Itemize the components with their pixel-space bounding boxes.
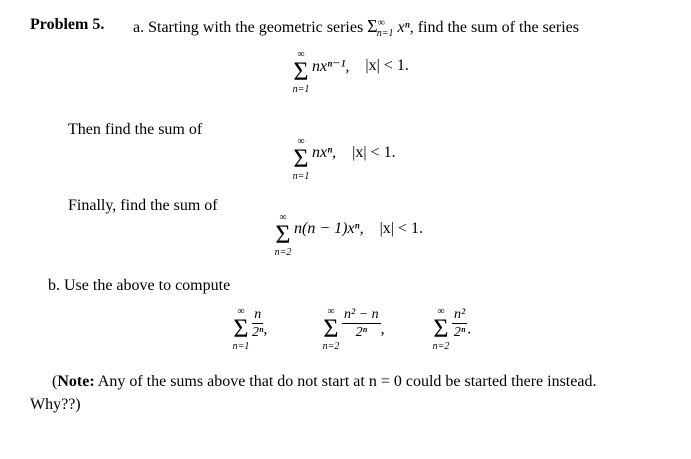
sum-upper-limit: ∞ [237,306,245,317]
sum-2-condition: |x| < 1. [352,144,396,161]
sigma-symbol: Σ [433,314,449,343]
sum-3-term: n(n − 1)xⁿ, [294,220,364,237]
fraction [342,306,381,341]
sum-3 [272,213,423,259]
sigma-symbol: Σ [293,144,309,173]
part-b-sum-3: ∞ Σ n=2 $\frac{\text{n²}}{\text{2ⁿ}}$ . [430,307,471,353]
fraction-numerator: n [252,306,263,324]
sum-1 [290,50,409,96]
sum-2-term: nxⁿ, [312,144,337,161]
sum-upper-limit: ∞ [297,136,305,147]
part-a-intro [133,16,579,39]
sigma-symbol: Σ [293,57,309,86]
fraction-denominator: 2ⁿ [252,324,264,340]
problem-label: Problem 5. [30,16,105,33]
sum-upper-limit: ∞ [297,49,305,60]
fraction-numerator: n² [454,306,466,322]
fraction [452,306,467,341]
summation [290,137,312,183]
fraction-denominator: 2ⁿ [355,324,368,340]
part-b-text: Use the above to compute [64,277,231,294]
sum-lower-limit: n=1 [292,84,310,95]
fraction [252,306,263,341]
fraction-denominator: 2ⁿ [453,324,466,340]
part-b-intro [48,277,230,295]
sum-upper-limit: ∞ [279,212,287,223]
sigma-symbol: Σ [233,314,249,343]
part-a-label: a. [133,19,145,36]
summation [290,50,312,96]
inline-sum: $\Sigma^\infty_{n=1}$ xⁿ [367,16,410,40]
sigma-symbol: Σ [323,314,339,343]
sum-lower-limit: n=2 [432,341,450,352]
note-why: Why??) [30,396,81,413]
note-text: Any of the sums above that do not start at n = 0 could be started there instead. [94,373,597,390]
part-a-text-before: Starting with the geometric series [148,19,364,36]
part-b-sum-1: ∞ Σ n=1 $\frac{n}{\text{2ⁿ}}$ , [230,307,267,353]
note: (Note: Any of the sums above that do not start at n = 0 could be started there instead. [52,373,597,390]
then-text: Then find the sum of [68,121,203,138]
fraction-numerator: n² − n [344,306,379,322]
sum-1-condition: |x| < 1. [365,57,409,74]
summation [272,213,294,259]
sum-1-term: nxⁿ⁻¹, [312,58,350,75]
sum-3-condition: |x| < 1. [379,220,424,237]
sum-lower-limit: n=1 [232,341,250,352]
sum-lower-limit: n=2 [322,341,340,352]
sum-upper-limit: ∞ [327,306,335,317]
summation [430,307,452,353]
part-b-label: b. [48,277,60,294]
sum-upper-limit: ∞ [437,306,445,317]
part-b-sum-2: ∞ Σ n=2 $\frac{\text{n² − n}}{\text{2ⁿ}}$ , [320,307,385,353]
sigma-symbol: Σ [275,220,291,249]
summation [320,307,342,353]
note-label: Note: [57,373,95,390]
sum-lower-limit: n=1 [292,171,310,182]
summation [230,307,252,353]
part-a-text-after: , find the sum of the series [409,19,579,36]
finally-text: Finally, find the sum of [68,197,218,214]
sum-2 [290,137,396,183]
sum-lower-limit: n=2 [274,247,292,258]
